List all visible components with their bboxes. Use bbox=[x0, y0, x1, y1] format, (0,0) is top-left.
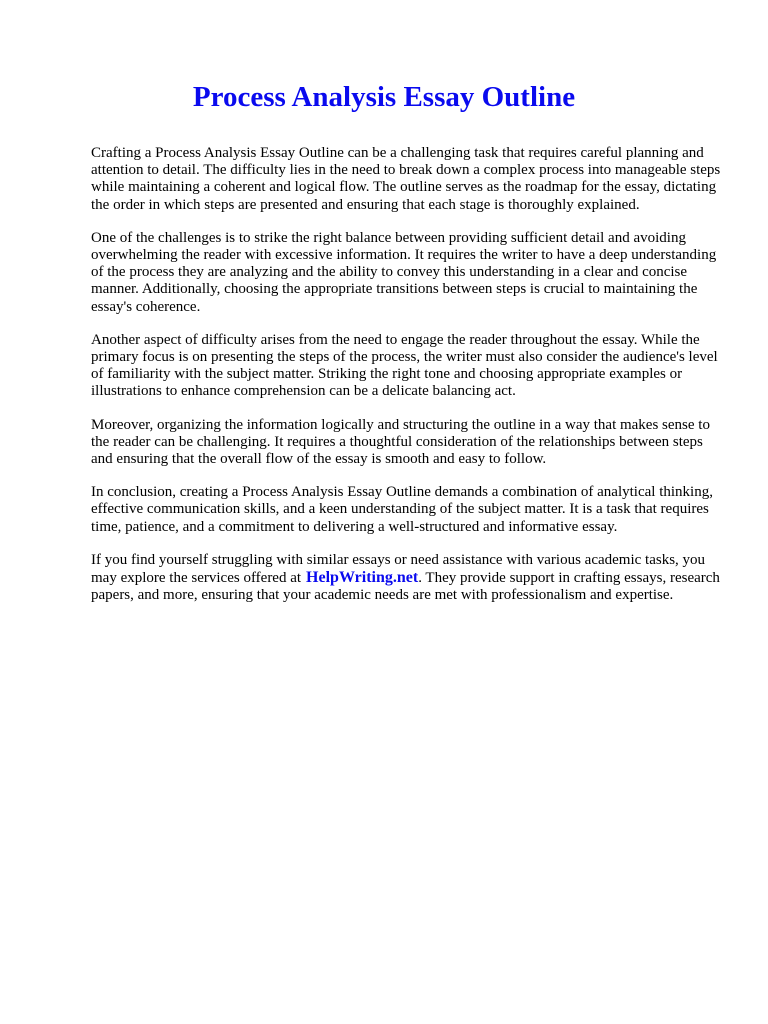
paragraph-conclusion: In conclusion, creating a Process Analysis Essay Outline demands a combination of analytical thinking, effective communication skills, and a keen understanding of the subject matter. It is a task that requires time, patience, and a commitment to delivering a well-structured and informative essay. bbox=[91, 484, 713, 535]
closing-text-after-link: . They provide support in crafting essays, research papers, and more, ensuring that your academic needs are met with professionalism and expertise. bbox=[91, 570, 720, 604]
document-body bbox=[91, 145, 721, 620]
closing-text-before-link: If you find yourself struggling with similar essays or need assistance with various academic tasks, you may explore the services offered at bbox=[91, 551, 706, 587]
paragraph-engagement: Another aspect of difficulty arises from the need to engage the reader throughout the essay. While the primary focus is on presenting the steps of the process, the writer must also consider the audience's level of familiarity with the subject matter. Striking the right tone and choosing appropriate examples or illustrations to enhance comprehension can be a delicate balancing act. bbox=[91, 331, 718, 400]
paragraph-balance: One of the challenges is to strike the right balance between providing sufficient detail and avoiding overwhelming the reader with excessive information. It requires the writer to have a deep understanding of the process they are analyzing and the ability to convey this understanding in a clear and concise manner. Additionally, choosing the appropriate transitions between steps is crucial to maintaining the essay's coherence. bbox=[91, 229, 717, 315]
paragraph-closing bbox=[91, 552, 721, 605]
paragraph-intro: Crafting a Process Analysis Essay Outline can be a challenging task that requires careful planning and attention to detail. The difficulty lies in the need to break down a complex process into manageable steps while maintaining a coherent and logical flow. The outline serves as the roadmap for the essay, dictating the order in which steps are presented and ensuring that each stage is thoroughly explained. bbox=[91, 145, 721, 213]
document-title: Process Analysis Essay Outline bbox=[192, 81, 576, 113]
helpwriting-link[interactable]: HelpWriting.net bbox=[306, 569, 419, 587]
paragraph-organization: Moreover, organizing the information logically and structuring the outline in a way that makes sense to the reader can be challenging. It requires a thoughtful consideration of the relationships between steps and ensuring that the overall flow of the essay is smooth and easy to follow. bbox=[91, 416, 710, 468]
